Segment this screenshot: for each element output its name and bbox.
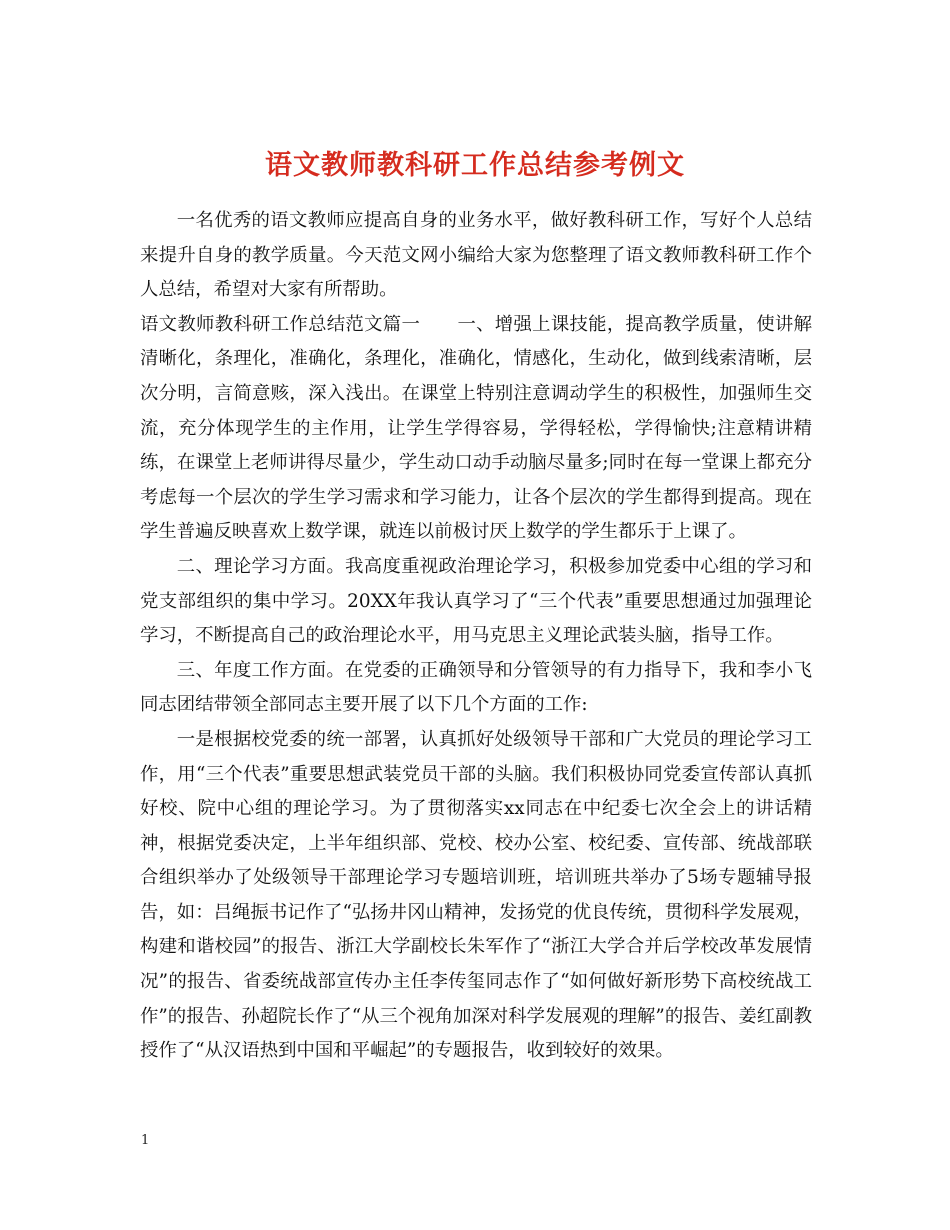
annual-work-paragraph: 三、年度工作方面。在党委的正确领导和分管领导的有力指导下，我和李小飞同志团结带领全部同志主要开展了以下几个方面的工作: (140, 659, 812, 716)
document-title: 语文教师教科研工作总结参考例文 (265, 150, 685, 182)
section-one-paragraph: 语文教师教科研工作总结范文篇一 一、增强上课技能，提高教学质量，使讲解清晰化，条理化，准确化，条理化，准确化，情感化，生动化，做到线索清晰，层次分明，言简意赅，深入浅出。在课堂上特别注意调动学生的积极性，加强师生交流，充分体现学生的主作用，让学生学得容易，学得轻松，学得愉快;注意精讲精练，在课堂上老师讲得尽量少，学生动口动手动脑尽量多;同时在每一堂课上都充分考虑每一个层次的学生学习需求和学习能力，让各个层次的学生都得到提高。现在学生普遍反映喜欢上数学课，就连以前极讨厌上数学的学生都乐于上课了。 (140, 313, 812, 543)
intro-paragraph: 一名优秀的语文教师应提高自身的业务水平，做好教科研工作，写好个人总结来提升自身的教学质量。今天范文网小编给大家为您整理了语文教师教科研工作个人总结，希望对大家有所帮助。 (140, 210, 812, 301)
document-body (140, 204, 812, 1069)
theory-study-paragraph: 二、理论学习方面。我高度重视政治理论学习，积极参加党委中心组的学习和党支部组织的集中学习。20XX年我认真学习了“三个代表”重要思想通过加强理论学习，不断提高自己的政治理论水平，用马克思主义理论武装头脑，指导工作。 (140, 555, 812, 647)
first-task-paragraph: 一是根据校党委的统一部署，认真抓好处级领导干部和广大党员的理论学习工作，用“三个代表”重要思想武装党员干部的头脑。我们积极协同党委宣传部认真抓好校、院中心组的理论学习。为了贯彻落实xx同志在中纪委七次全会上的讲话精神，根据党委决定，上半年组织部、党校、校办公室、校纪委、宣传部、统战部联合组织举办了处级领导干部理论学习专题培训班，培训班共举办了5场专题辅导报告，如：吕绳振书记作了“弘扬井冈山精神，发扬党的优良传统，贯彻科学发展观，构建和谐校园”的报告、浙江大学副校长朱军作了“浙江大学合并后学校改革发展情况”的报告、省委统战部宣传办主任李传玺同志作了“如何做好新形势下高校统战工作”的报告、孙超院长作了“从三个视角加深对科学发展观的理解”的报告、姜红副教授作了“从汉语热到中国和平崛起”的专题报告，收到较好的效果。 (140, 728, 812, 1062)
page-number: 1 (141, 1133, 150, 1148)
